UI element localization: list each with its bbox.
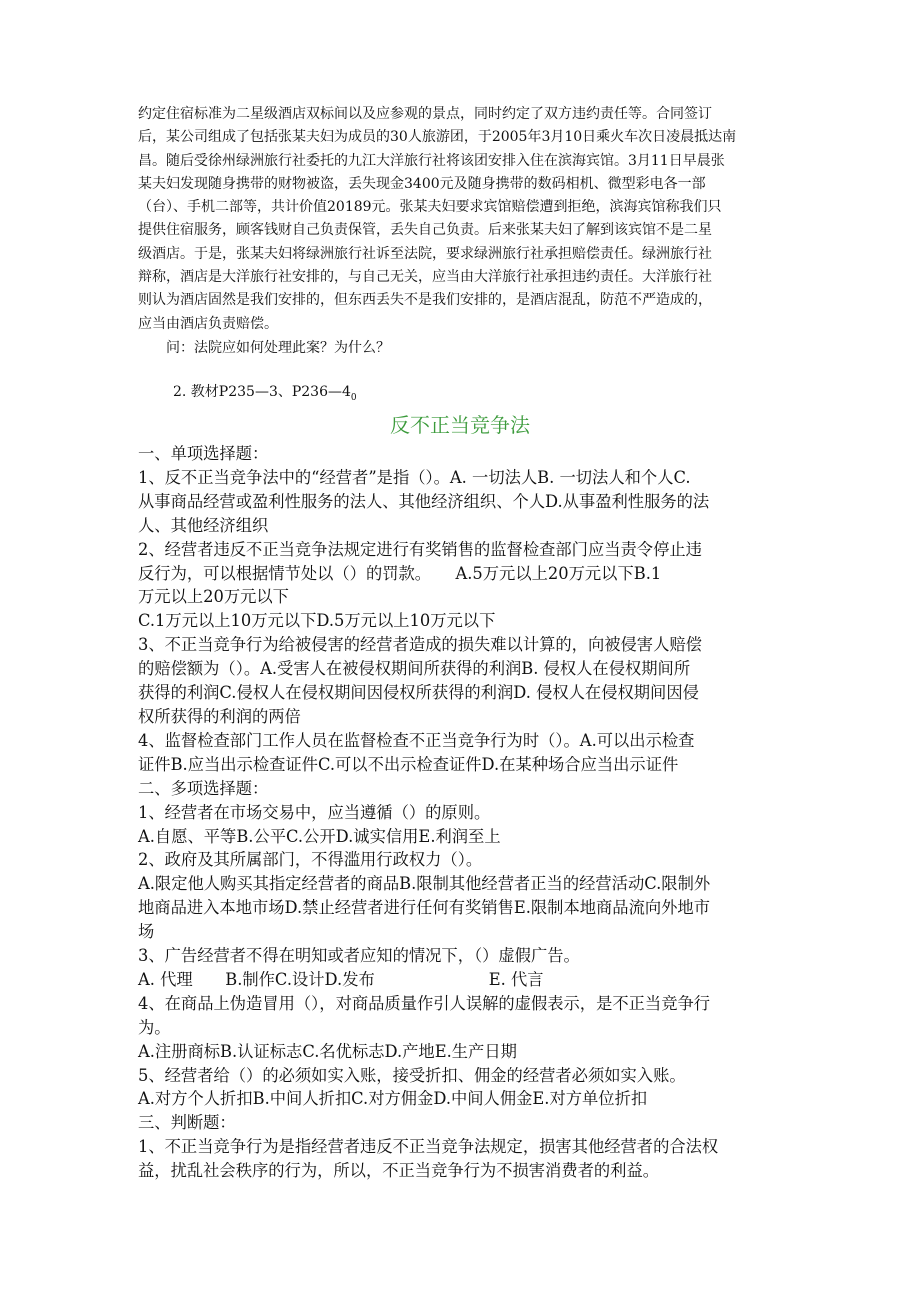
case-line: 应当由酒店负责赔偿。 [138,315,278,332]
law-line: 4、监督检查部门工作人员在监督检查不正当竞争行为时（）。A.可以出示检查 [138,730,695,750]
law-line: A.限定他人购买其指定经营者的商品B.限制其他经营者正当的经营活动C.限制外 [138,874,711,894]
law-line: A. 代理 B.制作C.设计D.发布 E. 代言 [138,969,544,989]
section-title: 反不正当竞争法 [390,413,530,437]
textbook-reference-text: 2. 教材P235—3、P236—4 [173,384,351,401]
law-line: 3、广告经营者不得在明知或者应知的情况下，（）虚假广告。 [138,946,580,966]
case-line: 后，某公司组成了包括张某夫妇为成员的30人旅游团，于2005年3月10日乘火车次日凌晨抵达南 [138,129,737,146]
law-line: 的赔偿额为（）。A.受害人在被侵权期间所获得的利润B. 侵权人在侵权期间所 [138,659,691,679]
law-line: 3、不正当竞争行为给被侵害的经营者造成的损失难以计算的，向被侵害人赔偿 [138,635,702,655]
law-line: 反行为，可以根据情节处以（）的罚款。 A.5万元以上20万元以下B.1 [138,563,662,583]
law-line: C.1万元以上10万元以下D.5万元以上10万元以下 [138,611,496,631]
law-line: 1、经营者在市场交易中，应当遵循（）的原则。 [138,802,491,822]
law-line: 4、在商品上伪造冒用（），对商品质量作引人误解的虚假表示，是不正当竞争行 [138,993,711,1013]
law-line: 场 [138,922,155,942]
law-line: A.自愿、平等B.公平C.公开D.诚实信用E.利润至上 [138,826,501,846]
case-line: 辩称，酒店是大洋旅行社安排的，与自己无关，应当由大洋旅行社承担违约责任。大洋旅行社 [138,269,712,286]
law-line: 5、经营者给（）的必须如实入账，接受折扣、佣金的经营者必须如实入账。 [138,1065,686,1085]
case-line: （台）、手机二部等，共计价值20189元。张某夫妇要求宾馆赔偿遭到拒绝，滨海宾馆称我们只 [138,199,722,216]
case-line: 昌。随后受徐州绿洲旅行社委托的九江大洋旅行社将该团安排入住在滨海宾馆。3月11日早晨张 [138,152,725,169]
law-line: A.注册商标B.认证标志C.名优标志D.产地E.生产日期 [138,1041,517,1061]
case-question: 问：法院应如何处理此案？为什么？ [166,339,390,356]
law-line: 1、反不正当竞争法中的“经营者”是指（）。A. 一切法人B. 一切法人和个人C. [138,467,691,487]
case-line: 提供住宿服务，顾客钱财自己负责保管，丢失自己负责。后来张某夫妇了解到该宾馆不是二星 [138,222,712,239]
case-line: 级酒店。于是，张某夫妇将绿洲旅行社诉至法院，要求绿洲旅行社承担赔偿责任。绿洲旅行社 [138,245,712,262]
law-line: 万元以上20万元以下 [138,587,289,607]
textbook-reference [138,381,788,410]
law-line: 证件B.应当出示检查证件C.可以不出示检查证件D.在某种场合应当出示证件 [138,754,679,774]
textbook-reference-subscript: 0 [350,393,357,404]
law-line: 三、判断题： [138,1113,236,1133]
law-line: 益，扰乱社会秩序的行为，所以，不正当竞争行为不损害消费者的利益。 [138,1161,660,1181]
law-line: A.对方个人折扣B.中间人折扣C.对方佣金D.中间人佣金E.对方单位折扣 [138,1089,648,1109]
law-line: 从事商品经营或盈利性服务的法人、其他经济组织、个人D.从事盈利性服务的法 [138,491,710,511]
law-questions-section [138,442,788,1183]
law-line: 人、其他经济组织 [138,515,269,535]
law-line: 二、多项选择题： [138,778,269,798]
law-line: 1、不正当竞争行为是指经营者违反不正当竞争法规定，损害其他经营者的合法权 [138,1137,719,1157]
case-line: 则认为酒店固然是我们安排的，但东西丢失不是我们安排的，是酒店混乱，防范不严造成的， [138,292,712,309]
case-line: 约定住宿标准为二星级酒店双标间以及应参观的景点，同时约定了双方违约责任等。合同签订 [138,106,712,122]
law-line: 2、政府及其所属部门，不得滥用行政权力（）。 [138,850,483,870]
case-line: 某夫妇发现随身携带的财物被盗，丢失现金3400元及随身携带的数码相机、微型彩电各一部 [138,175,706,192]
law-line: 地商品进入本地市场D.禁止经营者进行任何有奖销售E.限制本地商品流向外地市 [138,898,710,918]
law-line: 权所获得的利润的两倍 [138,706,301,726]
law-line: 一、单项选择题： [138,444,269,463]
case-study-section [138,103,788,410]
law-line: 2、经营者违反不正当竞争法规定进行有奖销售的监督检查部门应当责令停止违 [138,539,702,559]
law-line: 为。 [138,1017,171,1037]
law-line: 获得的利润C.侵权人在侵权期间因侵权所获得的利润D. 侵权人在侵权期间因侵 [138,683,699,703]
